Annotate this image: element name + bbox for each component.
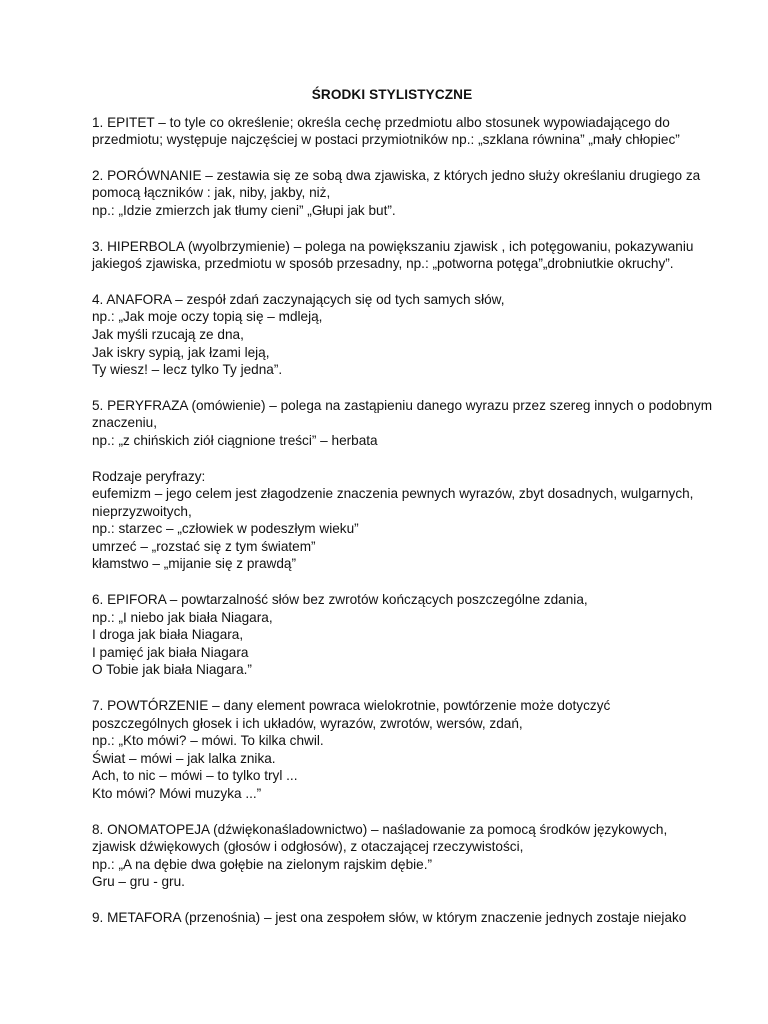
section-metafora xyxy=(92,909,692,927)
text-line: np.: „I niebo jak biała Niagara, xyxy=(92,609,273,625)
text-line: 8. ONOMATOPEJA (dźwiękonaśladownictwo) – naśladowanie za pomocą środków językowych, xyxy=(92,821,668,837)
text-line: 9. METAFORA (przenośnia) – jest ona zespołem słów, w którym znaczenie jednych zostaje niejako xyxy=(92,909,687,925)
text-line: I droga jak biała Niagara, xyxy=(92,627,244,643)
text-line: eufemizm – jego celem jest złagodzenie znaczenia pewnych wyrazów, zbyt dosadnych, wulgarnych, xyxy=(92,486,694,502)
text-line: Jak myśli rzucają ze dna, xyxy=(92,326,244,342)
text-line: 5. PERYFRAZA (omówienie) – polega na zastąpieniu danego wyrazu przez szereg innych o podobnym xyxy=(92,397,713,413)
section-hiperbola xyxy=(92,238,692,273)
text-line: 3. HIPERBOLA (wyolbrzymienie) – polega na powiększaniu zjawisk , ich potęgowaniu, pokazywaniu xyxy=(92,238,694,254)
text-line: np.: „Kto mówi? – mówi. To kilka chwil. xyxy=(92,733,324,749)
section-epitet xyxy=(92,114,692,149)
text-line: jakiegoś zjawiska, przedmiotu w sposób przesadny, np.: „potworna potęga”„drobniutkie okruchy”. xyxy=(92,256,674,272)
text-line: np.: „z chińskich ziół ciągnione treści” – herbata xyxy=(92,432,378,448)
text-line: Rodzaje peryfrazy: xyxy=(92,468,206,484)
text-line: 1. EPITET – to tyle co określenie; określa cechę przedmiotu albo stosunek wypowiadającego do xyxy=(92,114,670,130)
document-title: ŚRODKI STYLISTYCZNE xyxy=(311,87,473,102)
section-powtorzenie xyxy=(92,697,692,803)
text-line: np.: starzec – „człowiek w podeszłym wieku” xyxy=(92,521,359,537)
text-line: poszczególnych głosek i ich układów, wyrazów, zwrotów, wersów, zdań, xyxy=(92,715,523,731)
text-line: Gru – gru - gru. xyxy=(92,874,185,890)
section-epifora xyxy=(92,591,692,679)
text-line: Jak iskry sypią, jak łzami leją, xyxy=(92,344,270,360)
text-line: 6. EPIFORA – powtarzalność słów bez zwrotów kończących poszczególne zdania, xyxy=(92,592,588,608)
text-line: I pamięć jak biała Niagara xyxy=(92,644,249,660)
text-line: Kto mówi? Mówi muzyka ...” xyxy=(92,786,262,801)
text-line: O Tobie jak biała Niagara.” xyxy=(92,662,252,678)
document-page xyxy=(92,86,713,945)
text-line: np.: „A na dębie dwa gołębie na zielonym rajskim dębie.” xyxy=(92,856,433,872)
text-line: 7. POWTÓRZENIE – dany element powraca wielokrotnie, powtórzenie może dotyczyć xyxy=(92,698,611,714)
section-porownanie xyxy=(92,167,701,220)
text-line: pomocą łączników : jak, niby, jakby, niż, xyxy=(92,185,331,201)
section-onomatopeja xyxy=(92,821,692,891)
text-line: nieprzyzwoitych, xyxy=(92,503,192,519)
text-line: Świat – mówi – jak lalka znika. xyxy=(92,750,276,766)
text-line: 4. ANAFORA – zespół zdań zaczynających się od tych samych słów, xyxy=(92,291,505,307)
section-anafora xyxy=(92,291,692,379)
text-line: kłamstwo – „mijanie się z prawdą” xyxy=(92,556,296,572)
text-line: umrzeć – „rozstać się z tym światem” xyxy=(92,538,316,554)
text-line: np.: „Jak moje oczy topią się – mdleją, xyxy=(92,309,323,325)
text-line: Ty wiesz! – lecz tylko Ty jedna”. xyxy=(92,362,283,378)
section-peryfraza xyxy=(92,397,713,450)
text-line: Ach, to nic – mówi – to tylko tryl ... xyxy=(92,768,298,784)
text-line: np.: „Idzie zmierzch jak tłumy cieni” „Głupi jak but”. xyxy=(92,202,396,218)
section-rodzaje-peryfrazy xyxy=(92,468,692,574)
text-line: 2. PORÓWNANIE – zestawia się ze sobą dwa zjawiska, z których jedno służy określaniu drugiego za xyxy=(92,167,701,183)
text-line: zjawisk dźwiękowych (głosów i odgłosów), z otaczającej rzeczywistości, xyxy=(92,839,524,855)
text-line: znaczeniu, xyxy=(92,415,157,431)
text-line: przedmiotu; występuje najczęściej w postaci przymiotników np.: „szklana równina” „mały chłopiec” xyxy=(92,132,680,148)
